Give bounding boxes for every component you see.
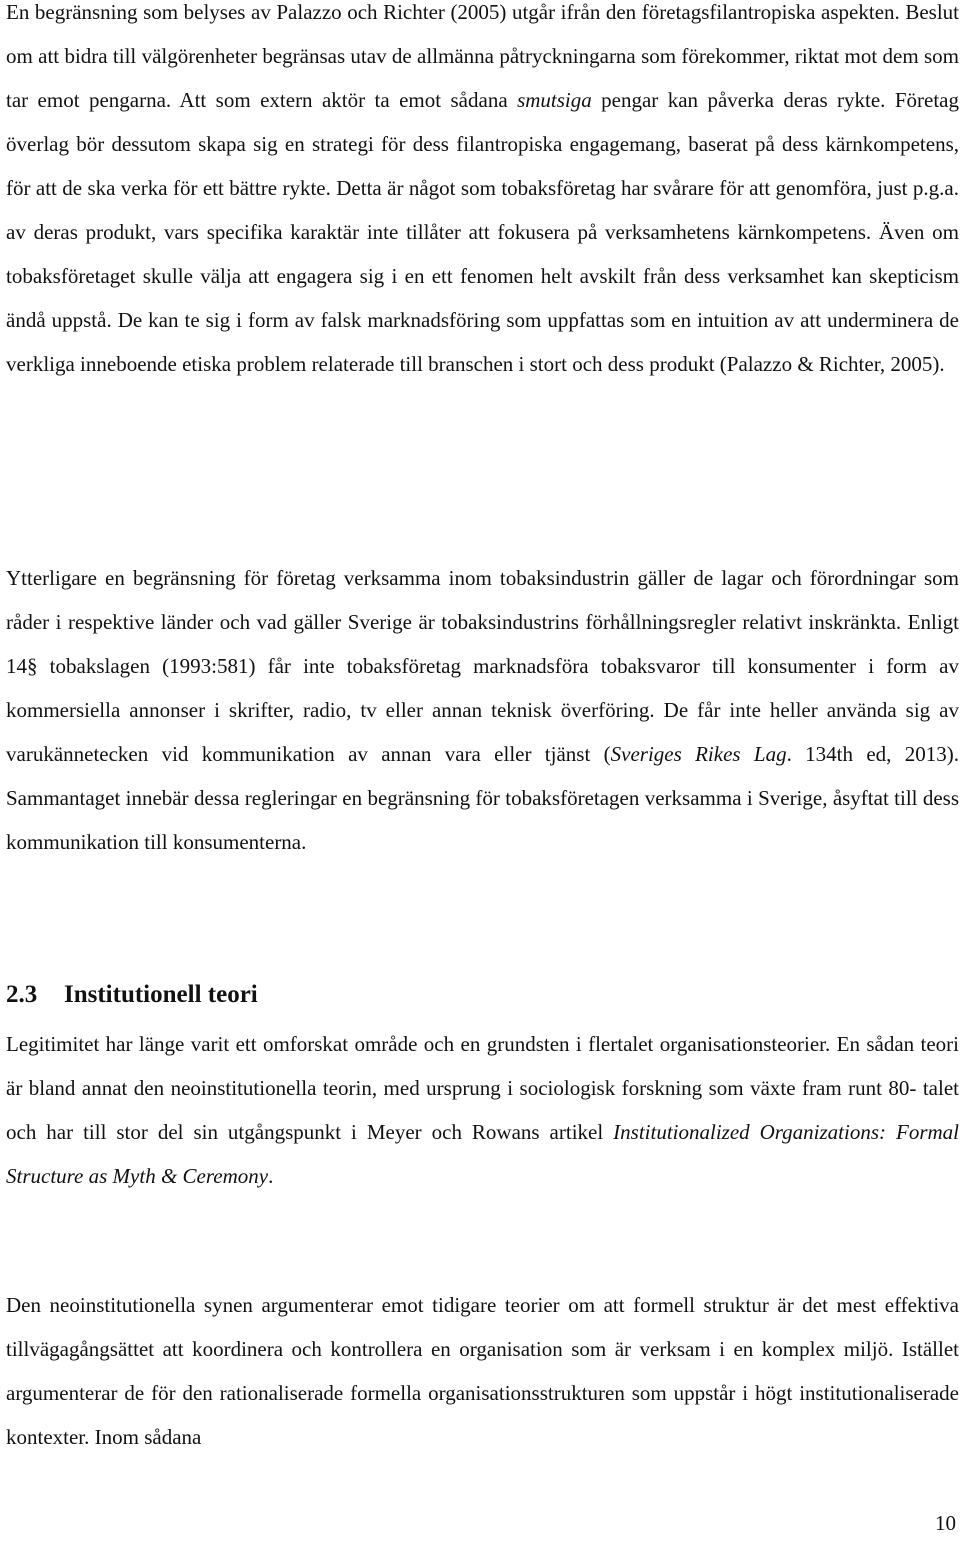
- paragraph-text: .: [268, 1164, 274, 1188]
- paragraph-text: Den neoinstitutionella synen argumenterar emot tidigare teorier om att formell struktur är det mest effektiva tillvägagångsättet att koordinera och kontrollera en organisation som är verksam i en komplex miljö. Istället argumenterar de för den rationaliserade formella organisationsstrukturen som uppstår i högt institutionaliserade kontexter. Inom sådana: [6, 1293, 959, 1449]
- paragraph-text: pengar kan påverka deras rykte. Företag överlag bör dessutom skapa sig en strategi för dess filantropiska engagemang, baserat på dess kärnkompetens, för att de ska verka för ett bättre rykte. Detta är något som tobaksföretag har svårare för att genomföra, just p.g.a. av deras produkt, vars specifika karaktär inte tillåter att fokusera på verksamhetens kärnkompetens. Även om tobaksföretaget skulle välja att engagera sig i en ett fenomen helt avskilt från dess verksamhet kan skepticism ändå uppstå. De kan te sig i form av falsk marknadsföring som uppfattas som en intuition av att underminera de verkliga inneboende etiska problem relaterade till branschen i stort och dess produkt (Palazzo & Richter, 2005).: [6, 88, 959, 376]
- section-heading: [6, 975, 258, 1015]
- paragraph-neoinstitutional: [6, 1283, 959, 1459]
- page-number: 10: [935, 1511, 956, 1535]
- paragraph-text: Legitimitet har länge varit ett omforskat område och en grundsten i flertalet organisationsteorier. En sådan teori är bland annat den neoinstitutionella teorin, med ursprung i sociologisk forskning som växte fram runt 80- talet och har till stor del sin utgångspunkt i Meyer och Rowans artikel: [6, 1032, 959, 1144]
- paragraph-csr-limitations: [6, 0, 959, 386]
- emphasized-citation: Sveriges Rikes Lag: [610, 742, 787, 766]
- section-number: 2.3: [6, 981, 38, 1008]
- emphasized-word: smutsiga: [517, 88, 592, 112]
- paragraph-text: Ytterligare en begränsning för företag verksamma inom tobaksindustrin gäller de lagar och förordningar som råder i respektive länder och vad gäller Sverige är tobaksindustrins förhållningsregler relativt inskränkta. Enligt 14§ tobakslagen (1993:581) får inte tobaksföretag marknadsföra tobaksvaror till konsumenter i form av kommersiella annonser i skrifter, radio, tv eller annan teknisk överföring. De får inte heller använda sig av varukännetecken vid kommunikation av annan vara eller tjänst (: [6, 566, 959, 766]
- paragraph-text: En begränsning som belyses av Palazzo och Richter (2005) utgår ifrån den företagsfilantropiska aspekten. Beslut om att bidra till välgörenheter begränsas utav de allmänna påtryckningarna som förekommer, riktat mot dem som tar emot pengarna. Att som extern aktör ta emot sådana: [6, 0, 959, 112]
- section-title: Institutionell teori: [64, 981, 258, 1008]
- paragraph-text: . 134th ed, 2013). Sammantaget innebär dessa regleringar en begränsning för tobaksföretagen verksamma i Sverige, åsyftat till dess kommunikation till konsumenterna.: [6, 742, 959, 854]
- paragraph-legitimacy: [6, 1022, 959, 1198]
- emphasized-article-title: Institutionalized Organizations: Formal Structure as Myth & Ceremony: [6, 1120, 959, 1188]
- paragraph-legal-limitations: [6, 556, 959, 864]
